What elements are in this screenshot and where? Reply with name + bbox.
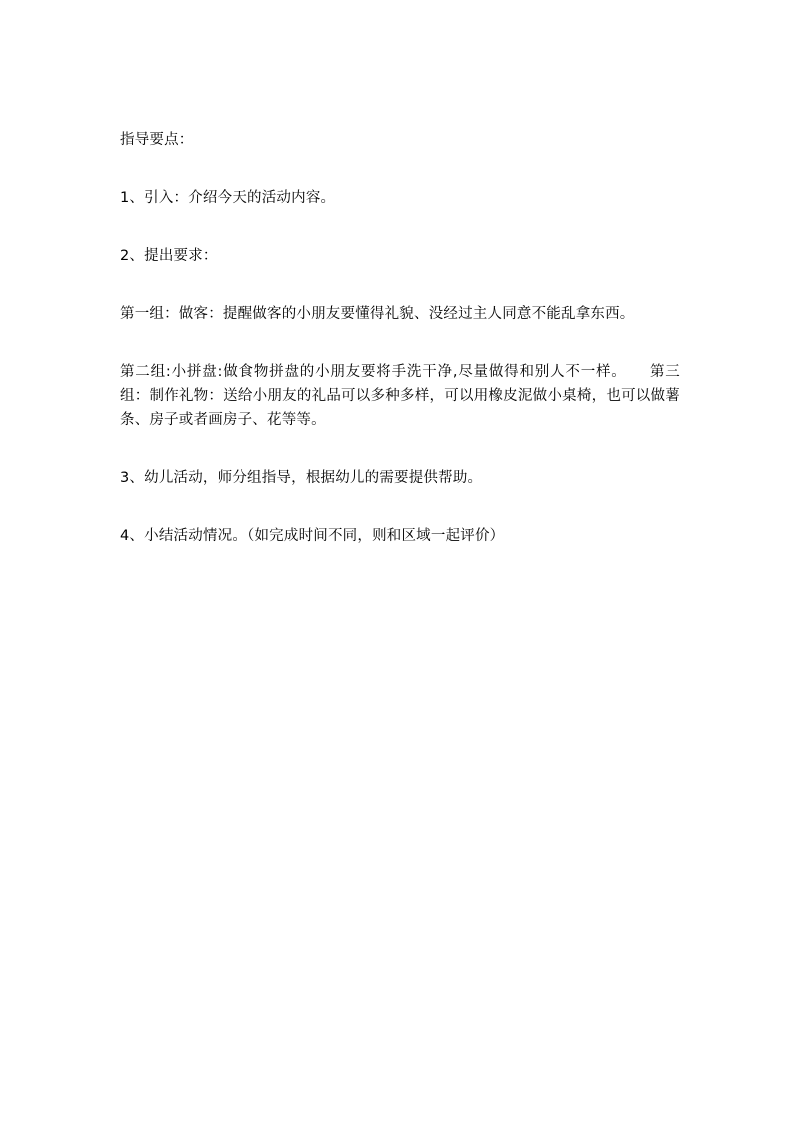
paragraph-group-2-3: 第二组:小拼盘:做食物拼盘的小朋友要将手洗干净,尽量做得和别人不一样。 第三组：制作礼物：送给小朋友的礼品可以多种多样，可以用橡皮泥做小桌椅，也可以做薯条、房子或者画房子、花等等。 [120, 364, 680, 428]
paragraph-step-2: 2、提出要求： [120, 248, 218, 264]
paragraph-step-3: 3、幼儿活动，师分组指导，根据幼儿的需要提供帮助。 [120, 470, 483, 486]
paragraph-group-1: 第一组：做客：提醒做客的小朋友要懂得礼貌、没经过主人同意不能乱拿东西。 [120, 306, 635, 322]
paragraph-step-4: 4、小结活动情况。（如完成时间不同，则和区域一起评价） [120, 528, 505, 544]
document-body [120, 128, 680, 582]
paragraph-step-1: 1、引入：介绍今天的活动内容。 [120, 190, 336, 206]
section-heading: 指导要点： [120, 132, 194, 148]
